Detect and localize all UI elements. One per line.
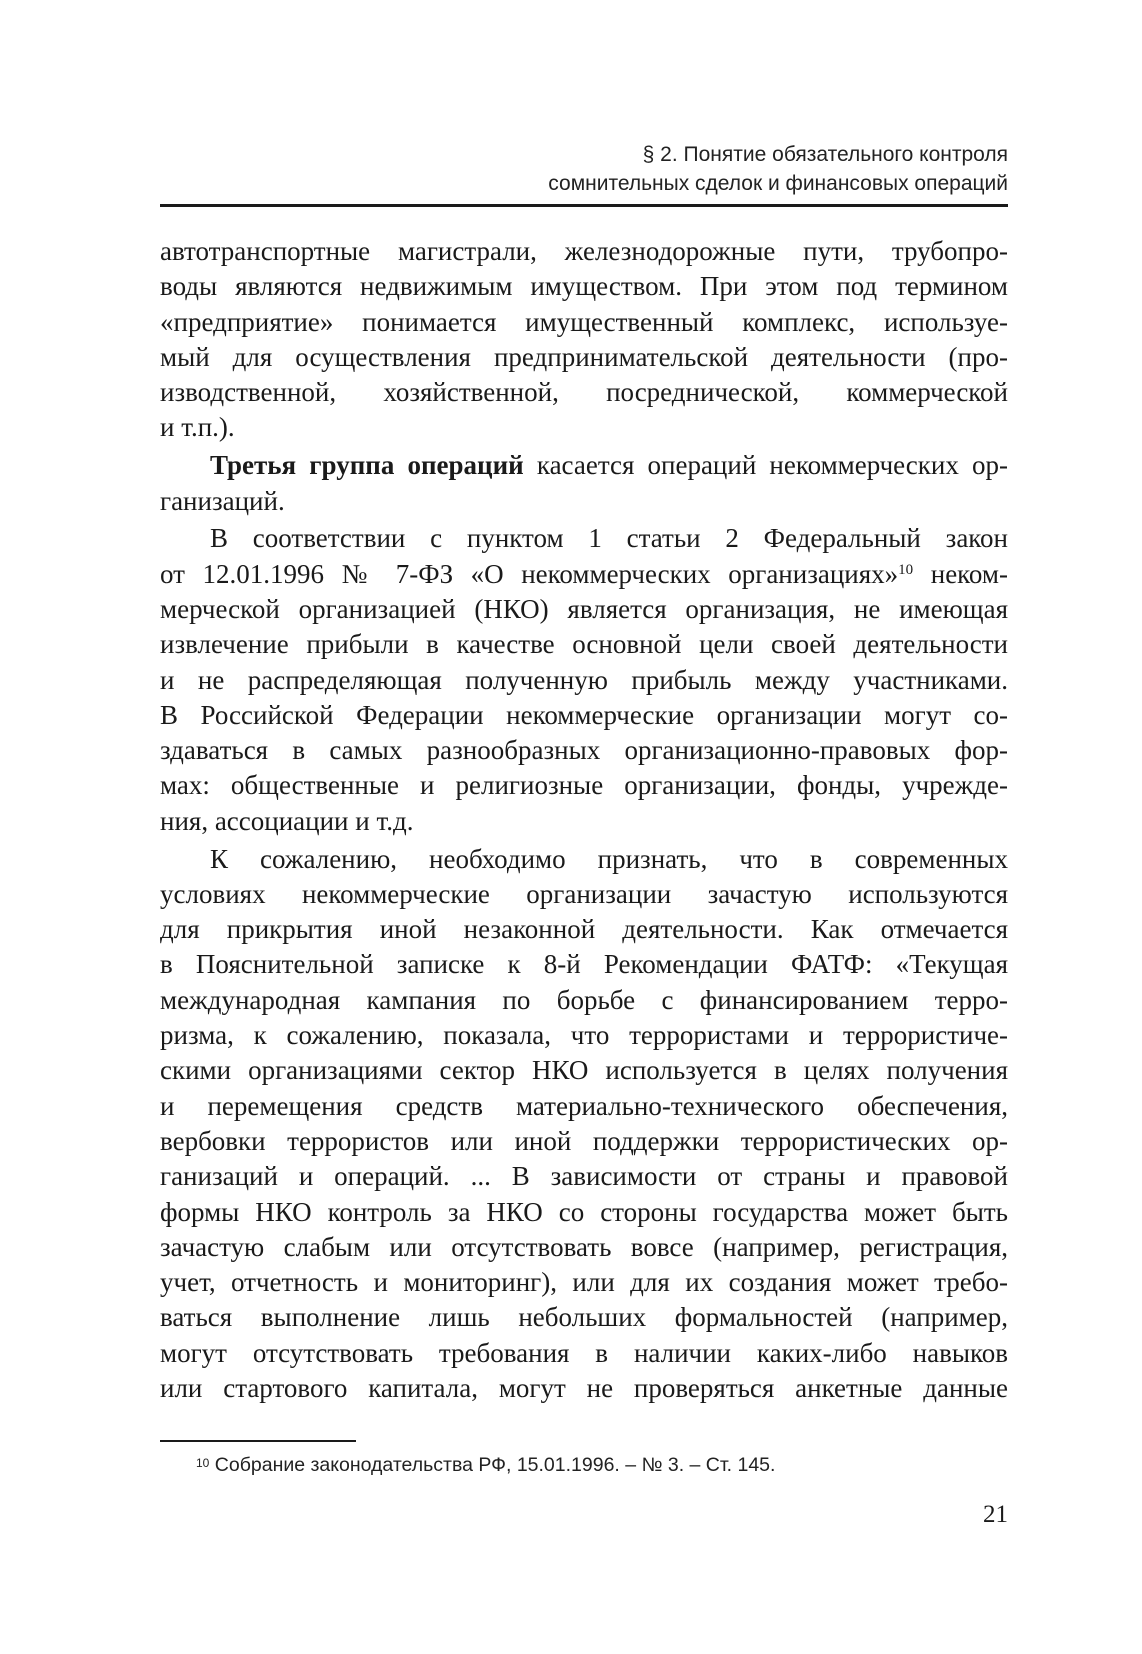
text-line: скими организациями сектор НКО используется в целях получения — [160, 1055, 1008, 1086]
text-line: и не распределяющая полученную прибыль между участниками. — [160, 664, 1008, 695]
text-line: международная кампания по борьбе с финансированием терро- — [160, 984, 1008, 1015]
text-line: «предприятие» понимается имущественный комплекс, используе- — [160, 306, 1008, 337]
text-line: ния, ассоциации и т.д. — [160, 805, 414, 836]
footnote-text: Собрание законодательства РФ, 15.01.1996. – № 3. – Ст. 145. — [209, 1454, 776, 1476]
text-line: изводственной, хозяйственной, посреднической, коммерческой — [160, 377, 1008, 408]
text-line — [160, 448, 1008, 483]
footnote — [196, 1452, 775, 1478]
text-line: ганизаций. — [160, 485, 285, 516]
text-line: и т.п.). — [160, 412, 235, 443]
body-text — [160, 234, 1008, 1406]
bold-term: Третья группа операций — [210, 450, 524, 481]
text-line: или стартового капитала, могут не проверяться анкетные данные — [160, 1373, 1008, 1403]
text-line: для прикрытия иной незаконной деятельности. Как отмечается — [160, 914, 1008, 945]
text-line: учет, отчетность и мониторинг), или для их создания может требо- — [160, 1267, 1008, 1298]
text-line: формы НКО контроль за НКО со стороны государства может быть — [160, 1196, 1008, 1227]
text-line: воды являются недвижимым имуществом. При этом под термином — [160, 271, 1008, 302]
text-line: вербовки террористов или иной поддержки террористических ор- — [160, 1125, 1008, 1156]
paragraph-1 — [160, 234, 1008, 446]
text-line: зачастую слабым или отсутствовать вовсе (например, регистрация, — [160, 1231, 1008, 1262]
text-run: от 12.01.1996 № 7-ФЗ «О некоммерческих организациях» — [160, 558, 899, 589]
text-line: могут отсутствовать требования в наличии каких-либо навыков — [160, 1337, 1008, 1368]
footnote-rule — [160, 1440, 356, 1442]
paragraph-4 — [160, 842, 1008, 1407]
text-line: и перемещения средств материально-технического обеспечения, — [160, 1090, 1008, 1121]
running-header-line-1: § 2. Понятие обязательного контроля — [642, 143, 1008, 166]
text-line: мах: общественные и религиозные организации, фонды, учрежде- — [160, 770, 1008, 801]
text-line: здаваться в самых разнообразных организационно-правовых фор- — [160, 735, 1008, 766]
text-line: В соответствии с пунктом 1 статьи 2 Федеральный закон — [210, 523, 1008, 554]
text-line: в Пояснительной записке к 8-й Рекомендации ФАТФ: «Текущая — [160, 949, 1008, 980]
paragraph-3 — [160, 521, 1008, 839]
text-line: автотранспортные магистрали, железнодорожные пути, трубопро- — [160, 236, 1008, 266]
text-line: К сожалению, необходимо признать, что в современных — [210, 843, 1008, 874]
text-run: неком- — [913, 558, 1008, 589]
text-line: мый для осуществления предпринимательской деятельности (про- — [160, 341, 1008, 372]
text-line: мерческой организацией (НКО) является организация, не имеющая — [160, 593, 1008, 624]
paragraph-2 — [160, 448, 1008, 519]
footnote-reference[interactable]: 10 — [898, 561, 914, 578]
text-line — [160, 557, 1008, 592]
page-number: 21 — [983, 1501, 1008, 1528]
running-header — [160, 140, 1008, 198]
text-run: касается операций некоммерческих ор- — [523, 450, 1009, 481]
header-rule — [160, 204, 1008, 207]
footnote-mark: 10 — [196, 1456, 210, 1470]
running-header-line-2: сомнительных сделок и финансовых операций — [548, 172, 1008, 195]
text-line: извлечение прибыли в качестве основной цели своей деятельности — [160, 629, 1008, 660]
text-line: ризма, к сожалению, показала, что террористами и террористиче- — [160, 1020, 1008, 1051]
text-line: ганизаций и операций. ... В зависимости от страны и правовой — [160, 1161, 1008, 1192]
text-line: ваться выполнение лишь небольших формальностей (например, — [160, 1302, 1008, 1333]
text-line: условиях некоммерческие организации зачастую используются — [160, 878, 1008, 909]
text-line: В Российской Федерации некоммерческие организации могут со- — [160, 699, 1008, 730]
